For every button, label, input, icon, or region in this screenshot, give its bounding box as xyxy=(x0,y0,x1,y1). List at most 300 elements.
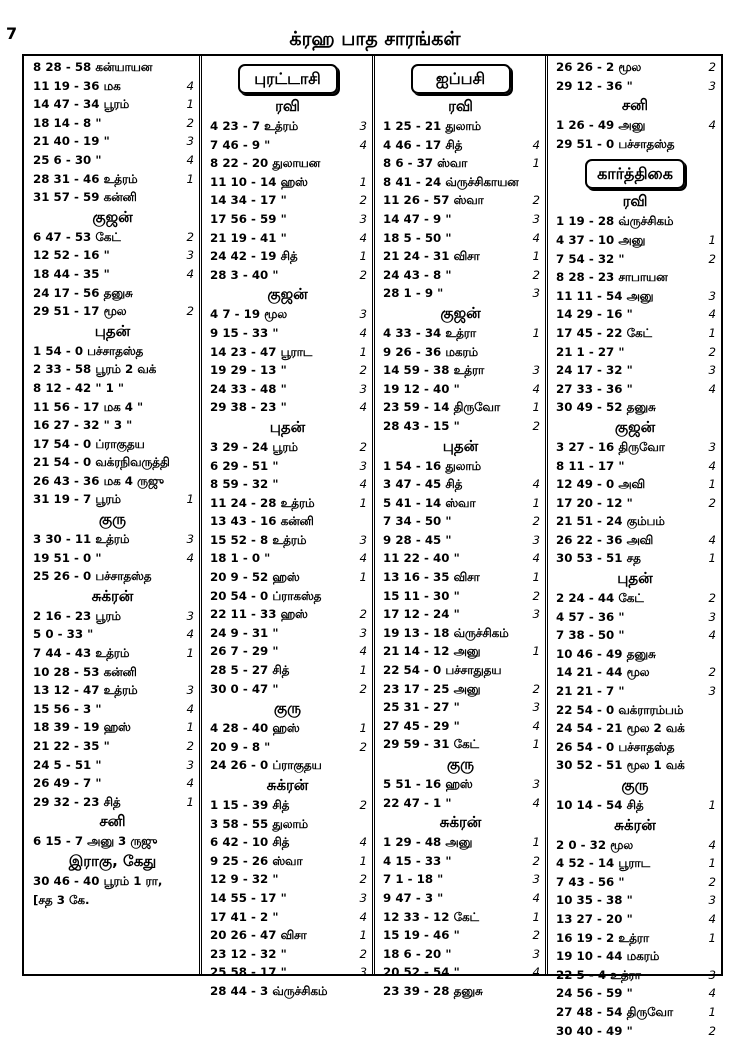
transit-row xyxy=(204,587,371,606)
transit-row xyxy=(377,284,544,303)
pada-number: 2 xyxy=(708,874,716,889)
pada-number: 3 xyxy=(532,946,540,961)
pada-number: 2 xyxy=(532,193,540,208)
pada-number: 4 xyxy=(532,890,540,905)
pada-number: 3 xyxy=(708,609,716,624)
pada-number: 4 xyxy=(532,381,540,396)
pada-number: 3 xyxy=(359,211,367,226)
transit-row xyxy=(550,796,720,815)
transit-row xyxy=(204,361,371,380)
pada-number: 1 xyxy=(532,835,540,850)
transit-row xyxy=(377,661,544,680)
transit-row xyxy=(27,114,198,133)
transit-text: 13 16 - 35 விசா xyxy=(383,570,480,585)
pada-number: 3 xyxy=(708,893,716,908)
transit-text: 24 9 - 31 " xyxy=(210,625,279,640)
transit-text: 14 23 - 47 பூராட xyxy=(210,344,313,359)
pada-number: 3 xyxy=(532,532,540,547)
transit-text: 17 54 - 0 ப்ராகுதய xyxy=(33,436,145,451)
transit-text: 28 44 - 3 வ்ருச்சிகம் xyxy=(210,983,328,998)
pada-number: 2 xyxy=(532,514,540,529)
pada-number: 3 xyxy=(532,607,540,622)
transit-text: 20 26 - 47 விசா xyxy=(210,928,307,943)
pada-number: 4 xyxy=(532,230,540,245)
transit-row xyxy=(204,833,371,852)
transit-text: 9 25 - 26 ஸ்வா xyxy=(210,853,303,868)
pada-number: 1 xyxy=(708,798,716,812)
transit-row xyxy=(550,756,720,775)
transit-row xyxy=(204,210,371,229)
pada-number: 2 xyxy=(359,946,367,961)
pada-number: 2 xyxy=(186,115,194,130)
pada-number: 1 xyxy=(359,928,367,943)
transit-text: 4 37 - 10 அனு xyxy=(556,232,646,247)
pada-number: 3 xyxy=(359,532,367,547)
transit-row xyxy=(27,246,198,265)
pada-number: 2 xyxy=(708,1023,716,1038)
transit-text: 26 26 - 2 மூல xyxy=(556,60,642,74)
transit-text: 29 38 - 23 " xyxy=(210,400,287,415)
transit-row xyxy=(550,361,720,380)
transit-text: 3 29 - 24 பூரம் xyxy=(210,439,298,454)
transit-row xyxy=(550,682,720,701)
transit-text: 17 41 - 2 " xyxy=(210,909,279,924)
transit-text: 5 51 - 16 ஹஸ் xyxy=(383,777,473,791)
pada-number: 3 xyxy=(359,890,367,905)
transit-text: [சத 3 கே. xyxy=(33,892,90,907)
transit-row xyxy=(550,305,720,324)
pada-number: 2 xyxy=(359,193,367,208)
transit-row xyxy=(27,872,198,891)
transit-row xyxy=(204,512,371,531)
transit-row xyxy=(27,472,198,491)
transit-row xyxy=(27,435,198,454)
transit-text: 29 51 - 0 பச்சாதஸ்த xyxy=(556,136,675,151)
transit-row xyxy=(377,833,544,852)
pada-number: 2 xyxy=(708,665,716,680)
transit-text: 18 39 - 19 ஹஸ் xyxy=(33,720,131,735)
transit-text: 19 12 - 40 " xyxy=(383,381,460,396)
month-heading: கார்த்திகை xyxy=(585,159,685,189)
pada-number: 3 xyxy=(708,439,716,454)
transit-row xyxy=(204,494,371,513)
transit-row xyxy=(204,475,371,494)
column-1 xyxy=(27,58,198,974)
transit-text: 31 57 - 59 கன்னி xyxy=(33,190,137,205)
planet-heading: சுக்ரன் xyxy=(266,776,309,794)
transit-row xyxy=(377,380,544,399)
pada-number: 1 xyxy=(186,794,194,809)
transit-row xyxy=(377,926,544,945)
transit-row xyxy=(27,681,198,700)
pada-number: 2 xyxy=(708,60,716,74)
pada-number: 1 xyxy=(532,249,540,264)
transit-text: 3 27 - 16 திருவோ xyxy=(556,439,665,454)
transit-row xyxy=(550,645,720,664)
pada-number: 2 xyxy=(186,304,194,319)
transit-text: 30 0 - 47 " xyxy=(210,681,279,696)
transit-text: 24 43 - 8 " xyxy=(383,267,452,282)
pada-number: 4 xyxy=(186,701,194,716)
transit-text: 17 20 - 12 " xyxy=(556,495,633,510)
pada-number: 1 xyxy=(532,909,540,924)
pada-number: 4 xyxy=(532,137,540,152)
transit-text: 26 22 - 36 அவி xyxy=(556,532,654,547)
transit-text: 16 27 - 32 " 3 " xyxy=(33,418,133,433)
transit-row xyxy=(377,698,544,717)
pada-number: 2 xyxy=(708,344,716,359)
planet-heading: இராகு, கேது xyxy=(68,851,157,870)
transit-row xyxy=(377,210,544,229)
transit-row xyxy=(204,870,371,889)
transit-text: 13 43 - 16 கன்னி xyxy=(210,514,314,529)
transit-text: 22 11 - 33 ஹஸ் xyxy=(210,607,308,622)
transit-row xyxy=(27,58,198,77)
column-divider xyxy=(372,56,375,974)
transit-text: 2 0 - 32 மூல xyxy=(556,837,634,852)
transit-text: 18 44 - 35 " xyxy=(33,266,110,281)
pada-number: 4 xyxy=(186,627,194,642)
transit-row xyxy=(27,453,198,472)
pada-number: 2 xyxy=(532,681,540,696)
pada-number: 3 xyxy=(359,625,367,640)
transit-text: 6 42 - 10 சித் xyxy=(210,835,290,850)
transit-text: 24 33 - 48 " xyxy=(210,381,287,396)
transit-row xyxy=(377,324,544,343)
pada-number: 4 xyxy=(359,644,367,659)
transit-row xyxy=(377,266,544,285)
pada-number: 4 xyxy=(532,965,540,980)
pada-number: 1 xyxy=(359,570,367,585)
transit-row xyxy=(377,982,544,1001)
pada-number: 3 xyxy=(708,684,716,699)
transit-text: 11 19 - 36 மக xyxy=(33,78,121,93)
pada-number: 4 xyxy=(532,551,540,566)
transit-row xyxy=(377,852,544,871)
transit-text: 5 0 - 33 " xyxy=(33,627,94,642)
transit-text: 28 3 - 40 " xyxy=(210,267,279,282)
transit-text: 14 21 - 44 மூல xyxy=(556,665,650,680)
pada-number: 1 xyxy=(708,477,716,492)
transit-text: 2 24 - 44 கேட் xyxy=(556,591,644,606)
planet-heading: குரு xyxy=(446,755,475,773)
pada-number: 1 xyxy=(359,249,367,264)
pada-number: 3 xyxy=(186,608,194,623)
transit-row xyxy=(550,380,720,399)
transit-row xyxy=(204,624,371,643)
transit-row xyxy=(550,343,720,362)
transit-text: 7 44 - 43 உத்ரம் xyxy=(33,646,130,661)
transit-row xyxy=(377,136,544,155)
transit-text: 27 33 - 36 " xyxy=(556,381,633,396)
pada-number: 1 xyxy=(359,344,367,359)
pada-number: 3 xyxy=(532,211,540,226)
transit-text: 11 11 - 54 அனு xyxy=(556,288,654,303)
pada-number: 4 xyxy=(359,325,367,340)
transit-text: 6 47 - 53 கேட் xyxy=(33,229,121,244)
transit-row xyxy=(27,490,198,509)
transit-row xyxy=(27,607,198,626)
transit-row xyxy=(550,475,720,494)
transit-text: 6 29 - 51 " xyxy=(210,458,279,473)
pada-number: 1 xyxy=(708,1004,716,1019)
transit-text: 31 19 - 7 பூரம் xyxy=(33,492,121,507)
transit-row xyxy=(204,908,371,927)
transit-text: 7 46 - 9 " xyxy=(210,137,271,152)
pada-number: 3 xyxy=(532,286,540,301)
pada-number: 2 xyxy=(359,439,367,454)
transit-text: 9 26 - 36 மகரம் xyxy=(383,344,478,359)
transit-text: 1 25 - 21 துலாம் xyxy=(383,119,482,133)
transit-text: 14 55 - 17 " xyxy=(210,890,287,905)
transit-row xyxy=(550,910,720,929)
transit-row xyxy=(27,342,198,361)
transit-row xyxy=(204,154,371,173)
transit-row xyxy=(550,738,720,757)
transit-text: 19 51 - 0 " xyxy=(33,550,102,565)
pada-number: 4 xyxy=(532,718,540,733)
pada-number: 1 xyxy=(708,232,716,247)
transit-row xyxy=(27,228,198,247)
planet-heading: ரவி xyxy=(448,97,473,115)
transit-text: 12 33 - 12 கேட் xyxy=(383,909,479,924)
transit-text: 22 54 - 0 பச்சாதுதய xyxy=(383,663,502,678)
pada-number: 4 xyxy=(186,78,194,93)
transit-text: 5 41 - 14 ஸ்வா xyxy=(383,495,476,510)
transit-text: 8 59 - 32 " xyxy=(210,477,279,492)
transit-row xyxy=(27,379,198,398)
transit-row xyxy=(204,680,371,699)
transit-row xyxy=(204,438,371,457)
transit-text: 19 10 - 44 மகரம் xyxy=(556,949,660,964)
pada-number: 4 xyxy=(708,911,716,926)
planet-heading: சனி xyxy=(99,812,126,831)
transit-row xyxy=(377,680,544,699)
transit-row xyxy=(27,188,198,207)
transit-row xyxy=(550,398,720,417)
pada-number: 1 xyxy=(532,644,540,659)
transit-row xyxy=(550,268,720,287)
transit-text: 22 54 - 0 வக்ராரம்பம் xyxy=(556,702,684,717)
transit-text: 21 24 - 31 விசா xyxy=(383,249,480,264)
pada-number: 2 xyxy=(532,418,540,433)
transit-text: 29 59 - 31 கேட் xyxy=(383,737,479,752)
transit-row xyxy=(204,568,371,587)
pada-number: 2 xyxy=(359,607,367,622)
transit-row xyxy=(550,854,720,873)
transit-row xyxy=(377,398,544,417)
transit-text: 30 40 - 49 " xyxy=(556,1023,633,1038)
transit-row xyxy=(204,229,371,248)
transit-text: 30 46 - 40 பூரம் 1 ரா, xyxy=(33,873,163,888)
transit-row xyxy=(27,132,198,151)
pada-number: 4 xyxy=(359,137,367,152)
transit-row xyxy=(27,398,198,417)
transit-text: 21 51 - 24 கும்பம் xyxy=(556,514,665,529)
transit-row xyxy=(204,324,371,343)
pada-number: 4 xyxy=(186,152,194,167)
transit-row xyxy=(204,756,371,775)
transit-text: 23 39 - 28 தனுசு xyxy=(383,983,483,998)
transit-text: 21 1 - 27 " xyxy=(556,344,625,359)
transit-text: 8 11 - 17 " xyxy=(556,458,625,473)
transit-row xyxy=(204,380,371,399)
transit-row xyxy=(377,717,544,736)
transit-text: 11 26 - 57 ஸ்வா xyxy=(383,193,484,208)
pada-number: 1 xyxy=(532,325,540,340)
transit-row xyxy=(550,438,720,457)
planet-heading: சுக்ரன் xyxy=(614,815,656,834)
transit-row xyxy=(27,151,198,170)
planet-heading: சுக்ரன் xyxy=(91,586,134,605)
transit-text: 24 17 - 56 தனுசு xyxy=(33,285,133,300)
transit-row xyxy=(204,889,371,908)
transit-text: 18 6 - 20 " xyxy=(383,946,452,961)
page-number: 7 xyxy=(6,24,18,43)
transit-row xyxy=(204,305,371,324)
pada-number: 3 xyxy=(359,965,367,980)
transit-text: 4 46 - 17 சித் xyxy=(383,137,463,152)
transit-row xyxy=(377,945,544,964)
pada-number: 3 xyxy=(186,134,194,149)
pada-number: 2 xyxy=(532,928,540,943)
transit-text: 22 5 - 4 உத்ரா xyxy=(556,967,641,982)
transit-text: 10 14 - 54 சித் xyxy=(556,798,644,812)
pada-number: 4 xyxy=(708,381,716,396)
transit-row xyxy=(27,718,198,737)
transit-text: 15 11 - 30 " xyxy=(383,588,460,603)
pada-number: 1 xyxy=(186,720,194,735)
transit-row xyxy=(550,626,720,645)
transit-text: 4 23 - 7 உத்ரம் xyxy=(210,119,299,133)
pada-number: 1 xyxy=(708,856,716,871)
transit-row xyxy=(377,117,544,136)
transit-text: 4 7 - 19 மூல xyxy=(210,307,288,322)
transit-row xyxy=(27,95,198,114)
planet-heading: குரு xyxy=(98,510,127,529)
transit-text: 27 45 - 29 " xyxy=(383,718,460,733)
transit-text: 24 26 - 0 ப்ராகுதய xyxy=(210,758,322,773)
pada-number: 1 xyxy=(708,325,716,340)
transit-row xyxy=(27,832,198,851)
column-3 xyxy=(377,58,544,998)
transit-text: 30 49 - 52 தனுசு xyxy=(556,400,656,415)
transit-text: 14 59 - 38 உத்ரா xyxy=(383,363,485,378)
transit-text: 12 52 - 16 " xyxy=(33,248,110,263)
pada-number: 4 xyxy=(359,477,367,492)
transit-text: 25 6 - 30 " xyxy=(33,152,102,167)
transit-row xyxy=(27,793,198,812)
planet-heading: புதன் xyxy=(269,417,306,436)
month-heading: புரட்டாசி xyxy=(238,64,338,94)
transit-text: 25 26 - 0 பச்சாதஸ்த xyxy=(33,569,152,584)
transit-row xyxy=(204,117,371,136)
transit-text: 8 41 - 24 வ்ருச்சிகாயன xyxy=(383,174,519,189)
transit-row xyxy=(204,982,371,1001)
planet-heading: சனி xyxy=(621,96,649,115)
transit-text: 28 1 - 9 " xyxy=(383,286,444,301)
planet-heading: புதன் xyxy=(94,321,131,340)
pada-number: 2 xyxy=(359,798,367,812)
transit-text: 8 22 - 20 துலாயன xyxy=(210,156,321,171)
pada-number: 1 xyxy=(186,646,194,661)
transit-text: 9 15 - 33 " xyxy=(210,325,279,340)
transit-row xyxy=(204,457,371,476)
transit-row xyxy=(550,287,720,306)
transit-row xyxy=(550,549,720,568)
transit-text: 22 47 - 1 " xyxy=(383,795,452,810)
transit-row xyxy=(377,457,544,476)
planet-heading: குரு xyxy=(621,776,649,794)
transit-text: 4 33 - 34 உத்ரா xyxy=(383,325,477,340)
transit-row xyxy=(550,116,720,135)
transit-text: 21 21 - 7 " xyxy=(556,684,625,699)
pada-number: 4 xyxy=(708,307,716,322)
planet-heading: ரவி xyxy=(622,192,648,211)
pada-number: 3 xyxy=(532,777,540,791)
pada-number: 2 xyxy=(359,681,367,696)
transit-row xyxy=(377,361,544,380)
transit-text: 6 15 - 7 அனு 3 ருஜு xyxy=(33,834,158,849)
transit-row xyxy=(27,170,198,189)
transit-row xyxy=(27,530,198,549)
transit-text: 9 47 - 3 " xyxy=(383,890,444,905)
transit-text: 18 5 - 50 " xyxy=(383,230,452,245)
transit-text: 24 5 - 51 " xyxy=(33,757,102,772)
transit-row xyxy=(27,265,198,284)
transit-text: 2 33 - 58 பூரம் 2 வக் xyxy=(33,362,157,377)
transit-row xyxy=(377,587,544,606)
transit-text: 26 49 - 7 " xyxy=(33,776,102,791)
transit-text: 26 7 - 29 " xyxy=(210,644,279,659)
transit-text: 25 31 - 27 " xyxy=(383,700,460,715)
pada-number: 2 xyxy=(359,267,367,282)
transit-row xyxy=(204,173,371,192)
planet-heading: குரு xyxy=(273,699,302,718)
transit-text: 20 9 - 8 " xyxy=(210,739,271,754)
transit-row xyxy=(550,719,720,738)
pada-number: 3 xyxy=(708,288,716,303)
transit-row xyxy=(377,568,544,587)
transit-row xyxy=(27,567,198,586)
transit-row xyxy=(204,796,371,815)
transit-row xyxy=(377,775,544,794)
transit-row xyxy=(550,1022,720,1040)
transit-text: 11 22 - 40 " xyxy=(383,551,460,566)
pada-number: 3 xyxy=(359,119,367,133)
transit-text: 12 49 - 0 அவி xyxy=(556,477,645,492)
transit-text: 11 56 - 17 மக 4 " xyxy=(33,399,144,414)
transit-row xyxy=(377,735,544,754)
pada-number: 4 xyxy=(708,458,716,473)
transit-text: 13 27 - 20 " xyxy=(556,911,633,926)
transit-row xyxy=(27,625,198,644)
pada-number: 4 xyxy=(359,835,367,850)
pada-number: 1 xyxy=(532,400,540,415)
transit-text: 26 43 - 36 மக 4 ருஜு xyxy=(33,473,164,488)
planet-heading: குஜன் xyxy=(614,417,656,436)
transit-row xyxy=(204,266,371,285)
transit-row xyxy=(550,589,720,608)
transit-row xyxy=(550,891,720,910)
transit-row xyxy=(377,229,544,248)
transit-text: 29 12 - 36 " xyxy=(556,78,633,93)
transit-text: 17 56 - 59 " xyxy=(210,211,287,226)
transit-text: 1 54 - 0 பச்சாதஸ்த xyxy=(33,343,144,358)
pada-number: 3 xyxy=(359,381,367,396)
pada-number: 4 xyxy=(708,986,716,1001)
pada-number: 1 xyxy=(359,663,367,678)
